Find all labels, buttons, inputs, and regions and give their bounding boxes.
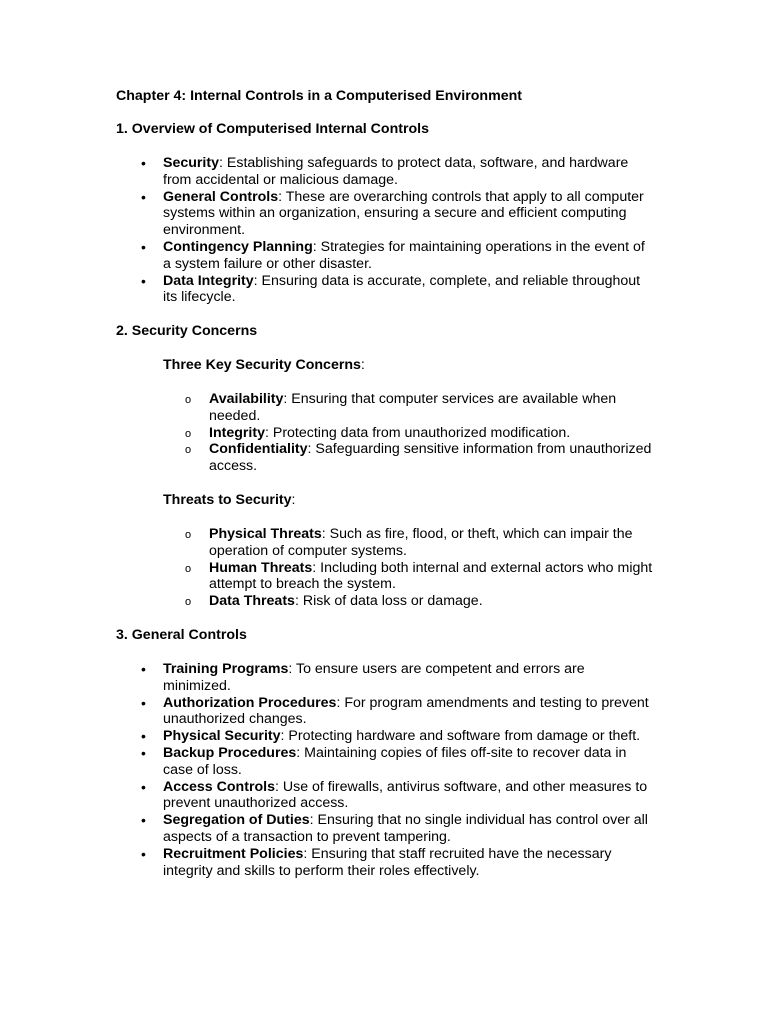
item-description: : Safeguarding sensitive information from unauthorized access.	[209, 441, 652, 475]
bullet-marker: •	[141, 744, 146, 761]
item-description: : Strategies for maintaining operations in the event of a system failure or other disaster.	[163, 238, 645, 272]
item-term: Segregation of Duties	[163, 812, 310, 829]
item-description: : Ensuring that staff recruited have the necessary integrity and skills to perform their roles effectively.	[163, 845, 612, 879]
list-item	[141, 778, 655, 813]
chapter-title: Chapter 4: Internal Controls in a Computerised Environment	[116, 88, 522, 104]
item-term: Availability	[209, 391, 284, 407]
item-description: : Such as fire, flood, or theft, which can impair the operation of computer systems.	[209, 526, 633, 559]
item-description: : Ensuring that no single individual has control over all aspects of a transaction to prevent tampering.	[163, 812, 648, 845]
section-2-heading: 2. Security Concerns	[116, 323, 258, 339]
list-item	[185, 526, 661, 560]
item-term: Training Programs	[163, 661, 289, 677]
list-item	[141, 728, 655, 745]
item-description: : Maintaining copies of files off-site to recover data in case of loss.	[163, 744, 627, 778]
item-term: Contingency Planning	[163, 238, 313, 255]
item-description: : Protecting data from unauthorized modification.	[264, 424, 571, 441]
list-item	[141, 812, 655, 846]
list-item	[141, 845, 655, 880]
list-item	[185, 391, 661, 425]
threats-list	[185, 526, 661, 610]
threats-subheading	[163, 492, 295, 509]
item-description: : Use of firewalls, antivirus software, and other measures to prevent unauthorized access.	[163, 778, 648, 812]
threats-label: Threats to Security	[163, 492, 292, 508]
item-term: Security	[163, 155, 219, 171]
bullet-marker: •	[141, 694, 146, 711]
bullet-marker: •	[141, 155, 146, 171]
concerns-label: Three Key Security Concerns	[163, 357, 361, 373]
list-item	[185, 593, 661, 610]
item-description: : For program amendments and testing to prevent unauthorized changes.	[163, 694, 649, 728]
section-1-heading: 1. Overview of Computerised Internal Controls	[116, 121, 429, 137]
item-term: Recruitment Policies	[163, 845, 304, 862]
list-item	[141, 744, 655, 779]
list-item	[141, 272, 653, 307]
list-item	[141, 661, 655, 695]
item-term: Integrity	[209, 424, 265, 441]
bullet-marker: •	[141, 238, 146, 255]
list-item	[185, 441, 661, 475]
bullet-marker: •	[141, 188, 146, 205]
bullet-marker: •	[141, 272, 146, 289]
item-description: : Risk of data loss or damage.	[294, 593, 483, 610]
section-3-heading: 3. General Controls	[116, 627, 247, 643]
item-term: Backup Procedures	[163, 744, 297, 761]
item-term: Physical Security	[163, 728, 281, 745]
bullet-marker: •	[141, 661, 146, 677]
item-term: Data Integrity	[163, 272, 254, 289]
concerns-colon: :	[360, 357, 365, 373]
item-description: : Protecting hardware and software from damage or theft.	[280, 728, 641, 745]
list-item	[185, 559, 661, 594]
section-1-list	[141, 155, 653, 306]
bullet-marker: •	[141, 845, 146, 862]
bullet-marker: •	[141, 778, 146, 795]
concerns-subheading	[163, 357, 365, 374]
circle-marker: o	[185, 427, 192, 440]
bullet-marker: •	[141, 728, 146, 745]
item-term: Data Threats	[209, 593, 295, 610]
item-description: : These are overarching controls that apply to all computer systems within an organization, ensuring a secure and efficient computing environment.	[163, 188, 644, 239]
item-description: : Establishing safeguards to protect data, software, and hardware from accidental or malicious damage.	[163, 155, 629, 188]
list-item	[141, 155, 653, 189]
circle-marker: o	[185, 596, 192, 609]
item-term: Human Threats	[209, 559, 313, 576]
concerns-list	[185, 391, 661, 475]
item-term: Authorization Procedures	[163, 694, 337, 711]
list-item	[141, 694, 655, 729]
section-3-list	[141, 661, 655, 879]
item-term: Confidentiality	[209, 441, 308, 458]
item-term: Access Controls	[163, 778, 275, 795]
threats-colon: :	[291, 492, 296, 508]
item-term: Physical Threats	[209, 526, 322, 542]
circle-marker: o	[185, 394, 192, 406]
item-description: : Ensuring that computer services are available when needed.	[209, 391, 617, 424]
list-item	[185, 424, 661, 442]
item-description: : Including both internal and external actors who might attempt to breach the system.	[209, 559, 653, 593]
circle-marker: o	[185, 529, 192, 541]
bullet-marker: •	[141, 812, 146, 829]
circle-marker: o	[185, 444, 192, 457]
circle-marker: o	[185, 562, 192, 575]
list-item	[141, 188, 653, 239]
item-term: General Controls	[163, 188, 279, 205]
list-item	[141, 238, 653, 273]
item-description: : To ensure users are competent and errors are minimized.	[163, 661, 585, 694]
item-description: : Ensuring data is accurate, complete, and reliable throughout its lifecycle.	[163, 272, 641, 306]
